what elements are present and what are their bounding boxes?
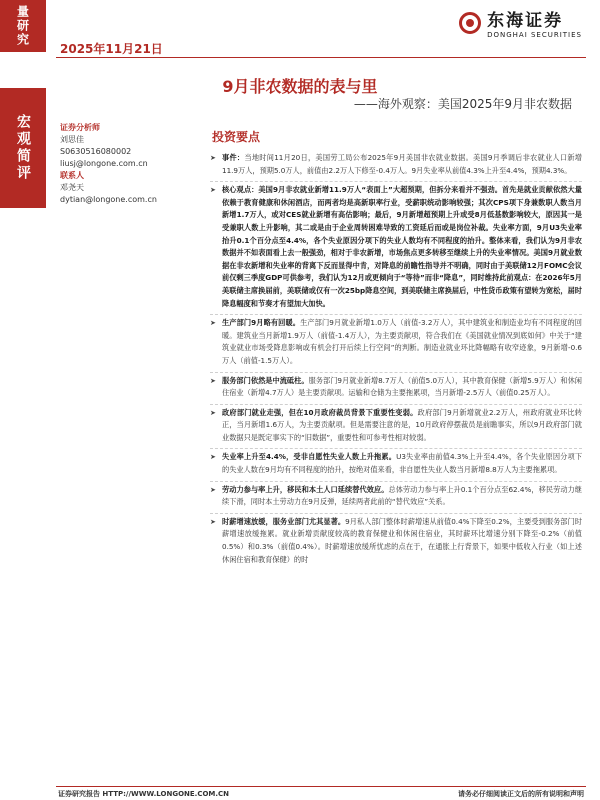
list-item	[210, 150, 582, 182]
list-item	[210, 373, 582, 405]
item-lead: 劳动力参与率上升，移民和本土人口延续替代效应。	[222, 484, 389, 494]
contact-role: 联系人	[60, 171, 84, 180]
item-lead: 服务部门依然是中流砥柱。	[222, 375, 309, 385]
item-body: 美国9月非农就业新增11.9万人“表面上”大超预期，但拆分来看并不强劲。首先是就业贡献依然大量依赖于教育健康和休闲酒店，而两者均是高新职率行业，受薪职统动影响较强；其次CPS项下身兼数职人数当月新增1.7万人，或对CES就业新增有高估影响；最后，9月新增超预期上升或受8月低基数影响较大，原因其一是受兼职人数上升影响，其二或是由于企业周转困难导致的工资延后而或是岗位补裁。失业率方面，9月U3失业率抬升0.1个百分点至4.4%，各个失业原因分项下的失业人数均有不同程度的抬升。整体来看，我们认为9月非农数据并不如表面看上去一般强劲，相对于非农新增，市场焦点更多转移至继续上升的失业率情况。美国9月就业数据在非农新增和失业率的背离下反而显得中肯，对降息的前瞻性指导并不明确，同时由于美联储12月FOMC会议前仅剩三季度GDP可供参考，我们认为12月或更倾向于“等待”而非“降息”，同时维持此前观点：在2026年5月美联储主席换届前，美联储或仅有一次25bp降息空间，到美联储主席换届后，中性货币政策有望转为宽松，届时降息幅度和节奏才有望加大加快。	[222, 185, 582, 308]
footer-website[interactable]: 证券研究报告 HTTP://WWW.LONGONE.COM.CN	[58, 790, 230, 798]
left-sidebar	[0, 0, 46, 800]
report-title: 9月非农数据的表与里	[222, 77, 378, 96]
report-date: 2025年11月21日	[60, 42, 163, 56]
arrow-bullet-icon: ➤	[210, 408, 216, 417]
sidebar-category: 宏观简评	[0, 88, 46, 208]
list-item	[210, 315, 582, 372]
report-subtitle: ——海外观察：美国2025年9月非农数据	[353, 97, 572, 111]
list-item	[210, 514, 582, 570]
item-lead: 核心观点：	[222, 185, 259, 195]
item-body: 当地时间11月20日，美国劳工局公布2025年9月美国非农就业数据。美国9月季调后非农就业人口新增11.9万人，预期5.0万人，前值由2.2万人下修至-0.4万人。9月失业率从前值4.3%上升至4.4%，预期4.3%。	[222, 153, 582, 175]
analyst-role: 证券分析师	[60, 123, 100, 132]
footer-disclaimer: 请务必仔细阅读正文后的所有说明和声明	[458, 790, 584, 798]
contact-name: 邓尧天	[60, 183, 84, 192]
item-lead: 时薪增速放缓，服务业部门尤其显著。	[222, 516, 346, 526]
arrow-bullet-icon: ➤	[210, 154, 216, 162]
logo-mark-icon	[459, 12, 481, 34]
footer-divider	[56, 786, 586, 787]
arrow-bullet-icon: ➤	[210, 453, 216, 462]
arrow-bullet-icon: ➤	[210, 517, 216, 526]
logo-name-en: DONGHAI SECURITIES	[487, 31, 582, 39]
analyst-id: S0630516080002	[60, 147, 132, 156]
item-body: 总体劳动力参与率上升0.1个百分点至62.4%，移民劳动力继续下滑，同时本土劳动力在9月反弹，延续两者此前的“替代效应”关系。	[222, 484, 582, 507]
company-logo	[459, 6, 582, 39]
list-item	[210, 405, 582, 450]
item-lead: 失业率上升至4.4%，受非自愿性失业人数上升拖累。	[222, 452, 397, 462]
item-body: 政府部门9月新增就业2.2万人，州政府就业环比转正，当月新增1.6万人，为主要贡献项。但是需要注意的是，10月政府停摆裁员是前瞻事实，所以9月政府部门就业数据只是既定事实下的“旧数据”，重要性和可参考性相对较弱。	[222, 407, 582, 442]
list-item	[210, 182, 582, 315]
investment-highlights-heading: 投资要点	[212, 130, 261, 144]
arrow-bullet-icon: ➤	[210, 376, 216, 385]
sidebar-report-type: 量研究	[0, 0, 46, 52]
item-lead: 生产部门9月略有回暖。	[222, 318, 301, 328]
item-body: 服务部门9月就业新增8.7万人（前值5.0万人），其中教育保健（新增5.9万人）和休闲住宿业（新增4.7万人）是主要贡献项。运输和仓储为主要拖累项，当月新增-2.5万人（前值0.25万人）。	[222, 375, 582, 398]
analyst-info	[60, 122, 200, 206]
highlights-list	[210, 150, 582, 570]
item-body: 生产部门9月就业新增1.0万人（前值-3.2万人），其中建筑业和制造业均有不同程度的回暖。建筑业当月新增1.9万人（前值-1.4万人），为主要贡献项，符合我们在《美国就业情况到底如何》中关于“建筑业就业市场受降息影响或有机会打开后续上行空间”的判断。制造业就业环比降幅略有收窄迹象，9月新增-0.6万人（前值-1.5万人）。	[222, 318, 582, 365]
arrow-bullet-icon: ➤	[210, 485, 216, 494]
analyst-name: 刘思佳	[60, 135, 84, 144]
item-lead: 政府部门就业走强，但在10月政府裁员背景下重要性变弱。	[222, 407, 418, 417]
logo-name-cn: 东海证券	[487, 11, 564, 31]
item-body: U3失业率由前值4.3%上升至4.4%，各个失业原因分项下的失业人数在9月均有不同程度的抬升，按绝对值来看，非自愿性失业人数当月新增8.8万人为主要拖累项。	[222, 452, 583, 475]
arrow-bullet-icon: ➤	[210, 186, 216, 195]
item-body: 9月私人部门整体时薪增速从前值0.4%下降至0.2%，主要受到服务部门时薪增速放缓拖累。就业新增贡献度较高的教育保健业和休闲住宿业，其时薪环比增速分别下降至-0.2%（前值0.5%）和0.3%（前值0.4%）。时薪增速放缓所忧虑的点在于，在通胀上行背景下，如果中低收入行业（如上述休闲住宿和教育保健）的时	[222, 516, 582, 564]
list-item	[210, 482, 582, 514]
contact-email[interactable]: dytian@longone.com.cn	[60, 195, 157, 204]
analyst-email[interactable]: liusj@longone.com.cn	[60, 159, 148, 168]
header-divider	[56, 57, 586, 58]
list-item	[210, 449, 582, 481]
item-lead: 事件：	[222, 153, 245, 162]
arrow-bullet-icon: ➤	[210, 319, 216, 328]
